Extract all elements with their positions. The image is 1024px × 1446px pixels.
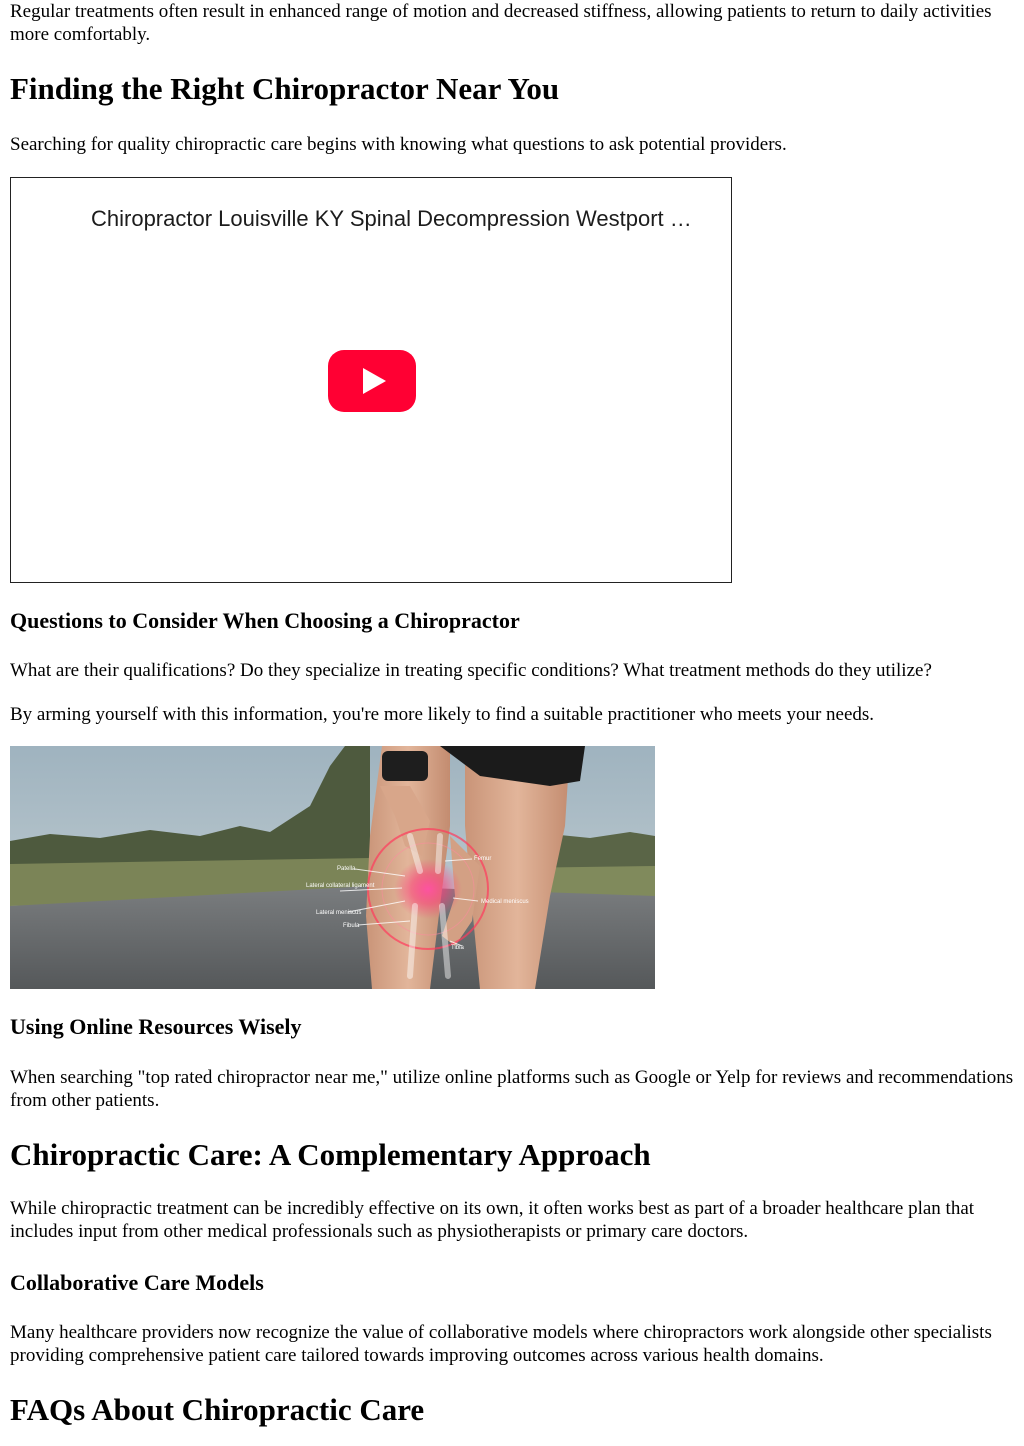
- intro-paragraph: Regular treatments often result in enhanced range of motion and decreased stiffness, allowing patients to return to daily activities more comfortably.: [10, 1, 992, 45]
- questions-paragraph-1: What are their qualifications? Do they specialize in treating specific conditions? What treatment methods do they utilize?: [10, 660, 932, 681]
- label-femur: Femur: [474, 856, 492, 862]
- heading-collaborative-care: Collaborative Care Models: [10, 1270, 264, 1295]
- video-embed[interactable]: [10, 177, 732, 583]
- label-fibula: Fibula: [343, 923, 360, 929]
- youtube-play-icon[interactable]: [328, 350, 416, 412]
- video-title[interactable]: Chiropractor Louisville KY Spinal Decompression Westport …: [91, 206, 692, 231]
- label-medial-meniscus: Medical meniscus: [481, 899, 529, 905]
- heading-questions: Questions to Consider When Choosing a Chiropractor: [10, 608, 520, 633]
- label-lateral-meniscus: Lateral meniscus: [316, 910, 362, 916]
- heading-finding-chiropractor: Finding the Right Chiropractor Near You: [10, 71, 560, 106]
- label-tibia: Tibia: [451, 945, 464, 951]
- complementary-paragraph: While chiropractic treatment can be incredibly effective on its own, it often works best as part of a broader healthcare plan that includes input from other medical professionals such as physiotherapists or primary care doctors.: [10, 1198, 975, 1242]
- heading-faqs: FAQs About Chiropractic Care: [10, 1392, 425, 1427]
- label-patella: Patella: [337, 866, 356, 872]
- questions-paragraph-2: By arming yourself with this information, you're more likely to find a suitable practitioner who meets your needs.: [10, 704, 875, 725]
- label-lateral-collateral: Lateral collateral ligament: [306, 883, 375, 889]
- collaborative-paragraph: Many healthcare providers now recognize the value of collaborative models where chiropractors work alongside other specialists providing comprehensive patient care tailored towards improving outcomes across various health domains.: [10, 1322, 992, 1366]
- online-paragraph: When searching "top rated chiropractor near me," utilize online platforms such as Google or Yelp for reviews and recommendations from other patients.: [10, 1067, 1014, 1111]
- heading-complementary-approach: Chiropractic Care: A Complementary Approach: [10, 1137, 651, 1172]
- finding-paragraph: Searching for quality chiropractic care begins with knowing what questions to ask potential providers.: [10, 134, 787, 155]
- knee-pain-photo: [10, 746, 655, 989]
- heading-online-resources: Using Online Resources Wisely: [10, 1014, 302, 1039]
